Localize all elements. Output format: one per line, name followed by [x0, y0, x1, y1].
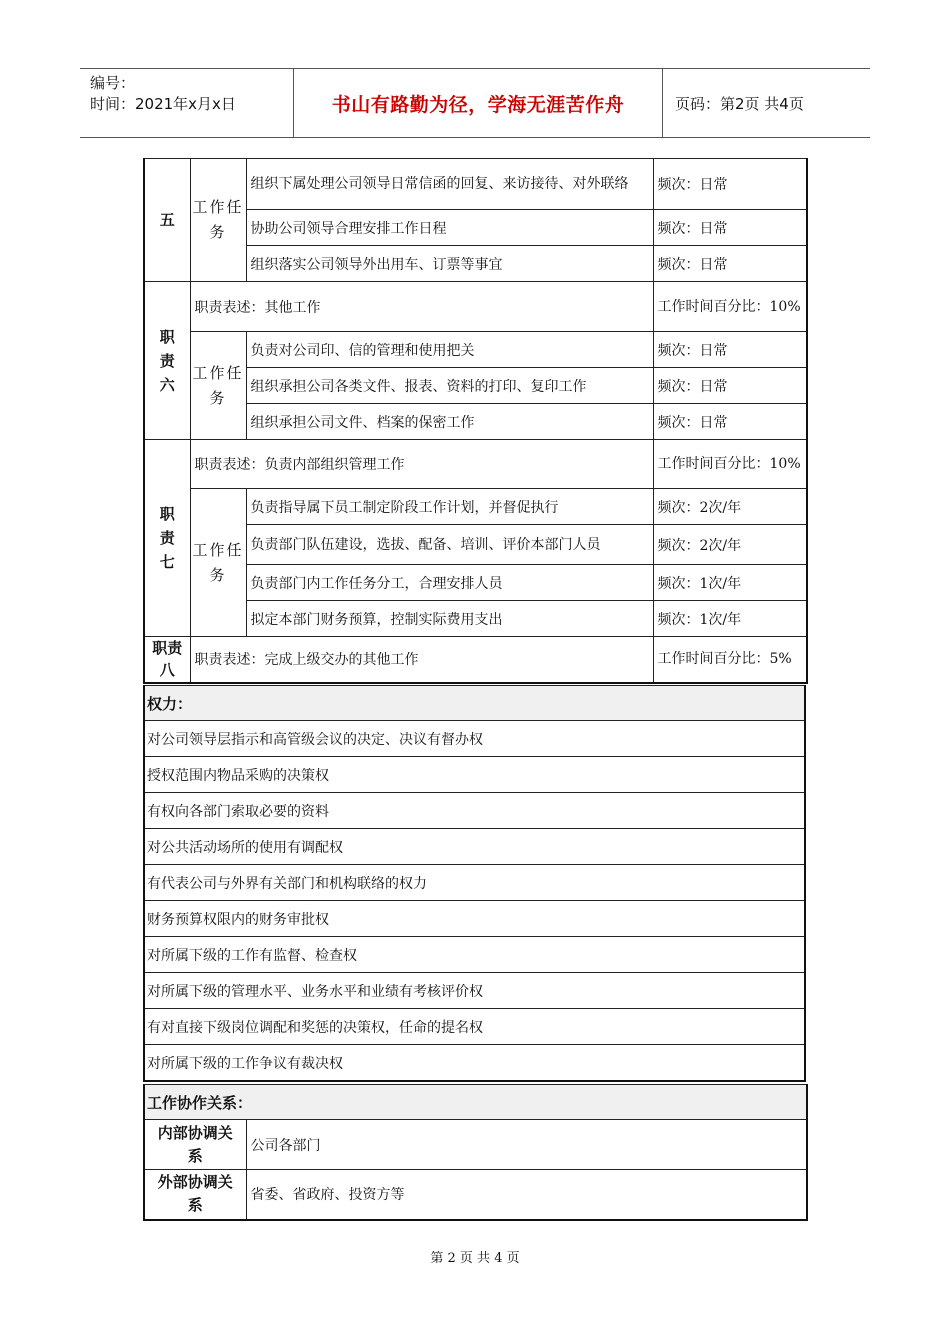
power-item: 对所属下级的工作有监督、检查权 [144, 937, 805, 973]
power-item: 对公司领导层指示和高管级会议的决定、决议有督办权 [144, 721, 805, 757]
duty-task-text: 协助公司领导合理安排工作日程 [246, 210, 653, 246]
duty-task-frequency: 频次：1次/年 [653, 565, 807, 601]
document-number: 编号： [90, 74, 136, 92]
duty-task-text: 组织落实公司领导外出用车、订票等事宜 [246, 246, 653, 282]
powers-table [143, 685, 806, 1082]
duty-task-text: 负责部门内工作任务分工，合理安排人员 [246, 565, 653, 601]
duty-five-label: 五 [144, 159, 190, 282]
duty-task-frequency: 频次：日常 [653, 368, 807, 404]
duty-task-frequency: 频次：2次/年 [653, 525, 807, 565]
power-item: 有权向各部门索取必要的资料 [144, 793, 805, 829]
duty-task-text: 组织下属处理公司领导日常信函的回复、来访接待、对外联络 [246, 159, 653, 210]
duty-seven-percent: 工作时间百分比：10% [653, 440, 807, 489]
duty-task-frequency: 频次：日常 [653, 404, 807, 440]
duty-seven-statement: 职责表述：负责内部组织管理工作 [190, 440, 653, 489]
duty-task-frequency: 频次：日常 [653, 246, 807, 282]
header-meta [80, 69, 294, 137]
duty-task-frequency: 频次：日常 [653, 210, 807, 246]
relations-table [143, 1084, 808, 1221]
duty-six-statement: 职责表述：其他工作 [190, 282, 653, 332]
duty-task-frequency: 频次：1次/年 [653, 601, 807, 637]
power-item: 有代表公司与外界有关部门和机构联络的权力 [144, 865, 805, 901]
duty-task-text: 组织承担公司文件、档案的保密工作 [246, 404, 653, 440]
power-item: 对所属下级的管理水平、业务水平和业绩有考核评价权 [144, 973, 805, 1009]
power-item: 授权范围内物品采购的决策权 [144, 757, 805, 793]
duty-eight-label: 职责八 [144, 637, 190, 683]
page-footer: 第 2 页 共 4 页 [430, 1251, 520, 1266]
duties-table [143, 158, 808, 684]
document-date: 时间：2021年x月x日 [90, 95, 236, 113]
power-item: 对公共活动场所的使用有调配权 [144, 829, 805, 865]
power-item: 有对直接下级岗位调配和奖惩的决策权，任命的提名权 [144, 1009, 805, 1045]
duty-eight-percent: 工作时间百分比：5% [653, 637, 807, 683]
external-relation-value: 省委、省政府、投资方等 [246, 1170, 807, 1220]
power-item: 对所属下级的工作争议有裁决权 [144, 1045, 805, 1082]
duty-eight-statement: 职责表述：完成上级交办的其他工作 [190, 637, 653, 683]
duty-task-text: 拟定本部门财务预算，控制实际费用支出 [246, 601, 653, 637]
duty-task-text: 负责部门队伍建设，选拔、配备、培训、评价本部门人员 [246, 525, 653, 565]
internal-relation-value: 公司各部门 [246, 1120, 807, 1170]
internal-relation-label: 内部协调关系 [144, 1120, 246, 1170]
duty-seven-label: 职责七 [144, 440, 190, 637]
external-relation-label: 外部协调关系 [144, 1170, 246, 1220]
page-header [80, 68, 870, 138]
duty-task-frequency: 频次：日常 [653, 159, 807, 210]
duty-task-frequency: 频次：日常 [653, 332, 807, 368]
power-item: 财务预算权限内的财务审批权 [144, 901, 805, 937]
duty-six-label: 职责六 [144, 282, 190, 440]
duty-task-frequency: 频次：2次/年 [653, 489, 807, 525]
relations-title: 工作协作关系： [144, 1085, 807, 1120]
header-page-number: 页码：第2页 共4页 [675, 94, 804, 113]
header-slogan: 书山有路勤为径，学海无涯苦作舟 [294, 69, 663, 137]
duty-task-text: 组织承担公司各类文件、报表、资料的打印、复印工作 [246, 368, 653, 404]
powers-title: 权力： [144, 686, 805, 721]
duty-five-task-label: 工作任务 [190, 159, 246, 282]
duty-six-task-label: 工作任务 [190, 332, 246, 440]
duty-task-text: 负责对公司印、信的管理和使用把关 [246, 332, 653, 368]
duty-task-text: 负责指导属下员工制定阶段工作计划，并督促执行 [246, 489, 653, 525]
duty-seven-task-label: 工作任务 [190, 489, 246, 637]
duty-six-percent: 工作时间百分比：10% [653, 282, 807, 332]
